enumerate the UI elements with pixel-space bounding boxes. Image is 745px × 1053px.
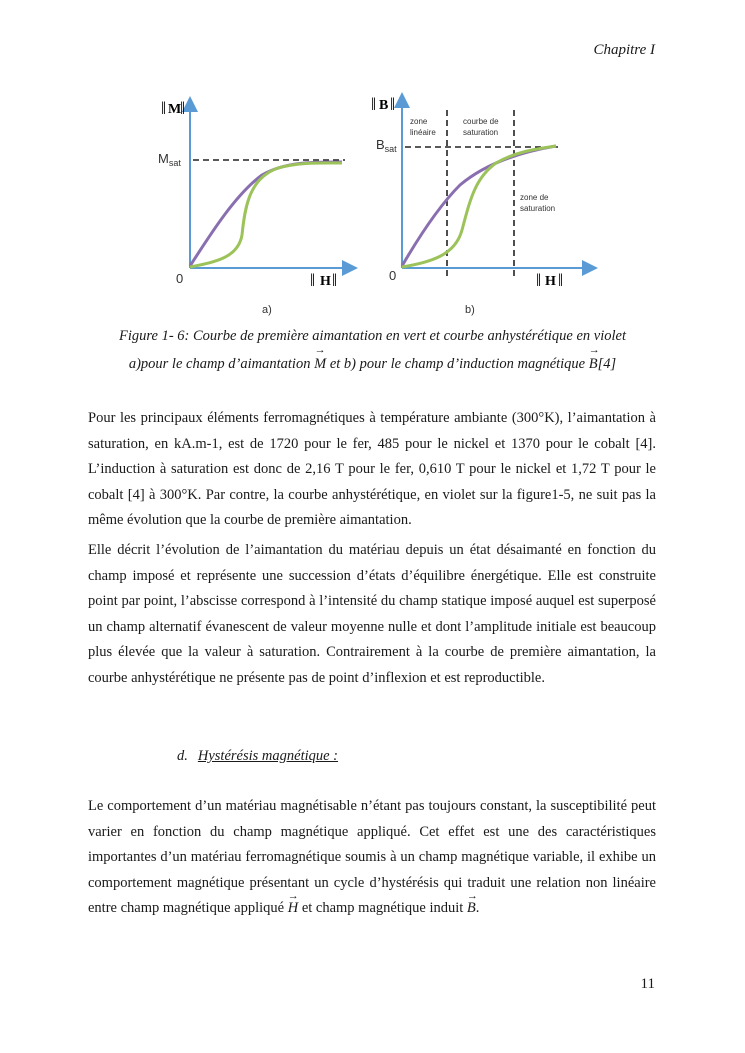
panel-a-sat-label: $M_{sat}$ bbox=[158, 151, 181, 168]
vector-b: → B bbox=[589, 356, 598, 373]
panel-a-first-magnetization-curve bbox=[190, 163, 342, 267]
panel-b-label: b) bbox=[465, 304, 475, 316]
vector-h: → H bbox=[288, 896, 298, 922]
section-heading-hysteresis: d. Hystérésis magnétique : bbox=[177, 748, 339, 764]
panel-b-sat-label: $B_{sat}$ bbox=[376, 137, 397, 154]
panel-b bbox=[371, 94, 590, 316]
figure-magnetization-curves bbox=[0, 0, 745, 320]
panel-a-anhysteretic-curve bbox=[190, 162, 342, 266]
panel-a-y-bars: ‖ bbox=[161, 98, 167, 118]
figure-caption-line2: a)pour le champ d’aimantation → M et b) pour le champ d’induction magnétique → B[4] bbox=[60, 356, 685, 373]
panel-a-origin: 0 bbox=[176, 271, 184, 286]
panel-b-courbe-sat-1: courbe de bbox=[463, 117, 499, 126]
paragraph-saturation: Pour les principaux éléments ferromagnétiques à température ambiante (300°K), l’aimantation à saturation, en kA.m-1, est de 1720 pour le fer, 485 pour le nickel et 1370 pour le cobalt [4]. L’induction à saturation est donc de 2,16 T pour le fer, 0,610 T pour le nickel et 1,72 T pour le cobalt [4] à 300°K. Par contre, la courbe anhystérétique, en violet sur la figure1-5, ne suit pas la même évolution que la courbe de première aimantation. bbox=[88, 410, 656, 528]
panel-b-y-bars-r: ‖ bbox=[390, 94, 396, 114]
panel-a bbox=[158, 98, 350, 316]
vector-m: → M bbox=[314, 356, 326, 373]
panel-b-courbe-sat-2: saturation bbox=[463, 128, 499, 137]
figure-caption-line1: Figure 1- 6: Courbe de première aimantation en vert et courbe anhystérétique en violet bbox=[119, 328, 626, 344]
panel-b-x-bars-r: ‖ bbox=[558, 270, 564, 290]
panel-b-zone-lineaire-1: zone bbox=[410, 117, 428, 126]
panel-b-origin: 0 bbox=[389, 268, 397, 283]
vector-b-induced: → B bbox=[467, 896, 476, 922]
page-number: 11 bbox=[640, 976, 655, 992]
chapter-header: Chapitre I bbox=[593, 42, 655, 58]
panel-a-label: a) bbox=[262, 304, 272, 316]
panel-b-zone-lineaire-2: linéaire bbox=[410, 128, 436, 137]
panel-b-zone-sat-1: zone de bbox=[520, 193, 549, 202]
panel-a-x-bars-r: ‖ bbox=[332, 270, 338, 290]
panel-b-y-label: B bbox=[379, 98, 389, 113]
panel-a-y-bars-r: ‖ bbox=[180, 98, 186, 118]
panel-a-x-label: H bbox=[320, 274, 331, 289]
panel-b-zone-sat-2: saturation bbox=[520, 204, 556, 213]
panel-b-x-label: H bbox=[545, 274, 556, 289]
panel-b-x-bars: ‖ bbox=[536, 270, 542, 290]
panel-a-y-label: M bbox=[168, 102, 182, 117]
paragraph-anhysteretic: Elle décrit l’évolution de l’aimantation du matériau depuis un état désaimanté en fonction du champ imposé et représente une succession d’états d’équilibre énergétique. Elle est construite point par point, l’abscisse correspond à l’intensité du champ statique imposé auquel est superposé un champ alternatif évanescent de valeur moyenne nulle et dont l’amplitude initiale est beaucoup plus élevée que la valeur à saturation. Contrairement à la courbe de première aimantation, la courbe anhystérétique ne présente pas de point d’inflexion et est reproductible. bbox=[88, 542, 656, 686]
panel-b-y-bars: ‖ bbox=[371, 94, 377, 114]
paragraph-hysteresis: Le comportement d’un matériau magnétisable n’étant pas toujours constant, la susceptibilité peut varier en fonction du champ magnétique appliqué. Cet effet est une des caractéristiques importantes d’un matériau ferromagnétique soumis à un champ magnétique variable, il exhibe un comportement magnétique présentant un cycle d’hystérésis qui traduit une relation non linéaire entre champ magnétique appliqué → H et champ magnétique induit → B. bbox=[88, 794, 656, 922]
panel-a-x-bars: ‖ bbox=[310, 270, 316, 290]
